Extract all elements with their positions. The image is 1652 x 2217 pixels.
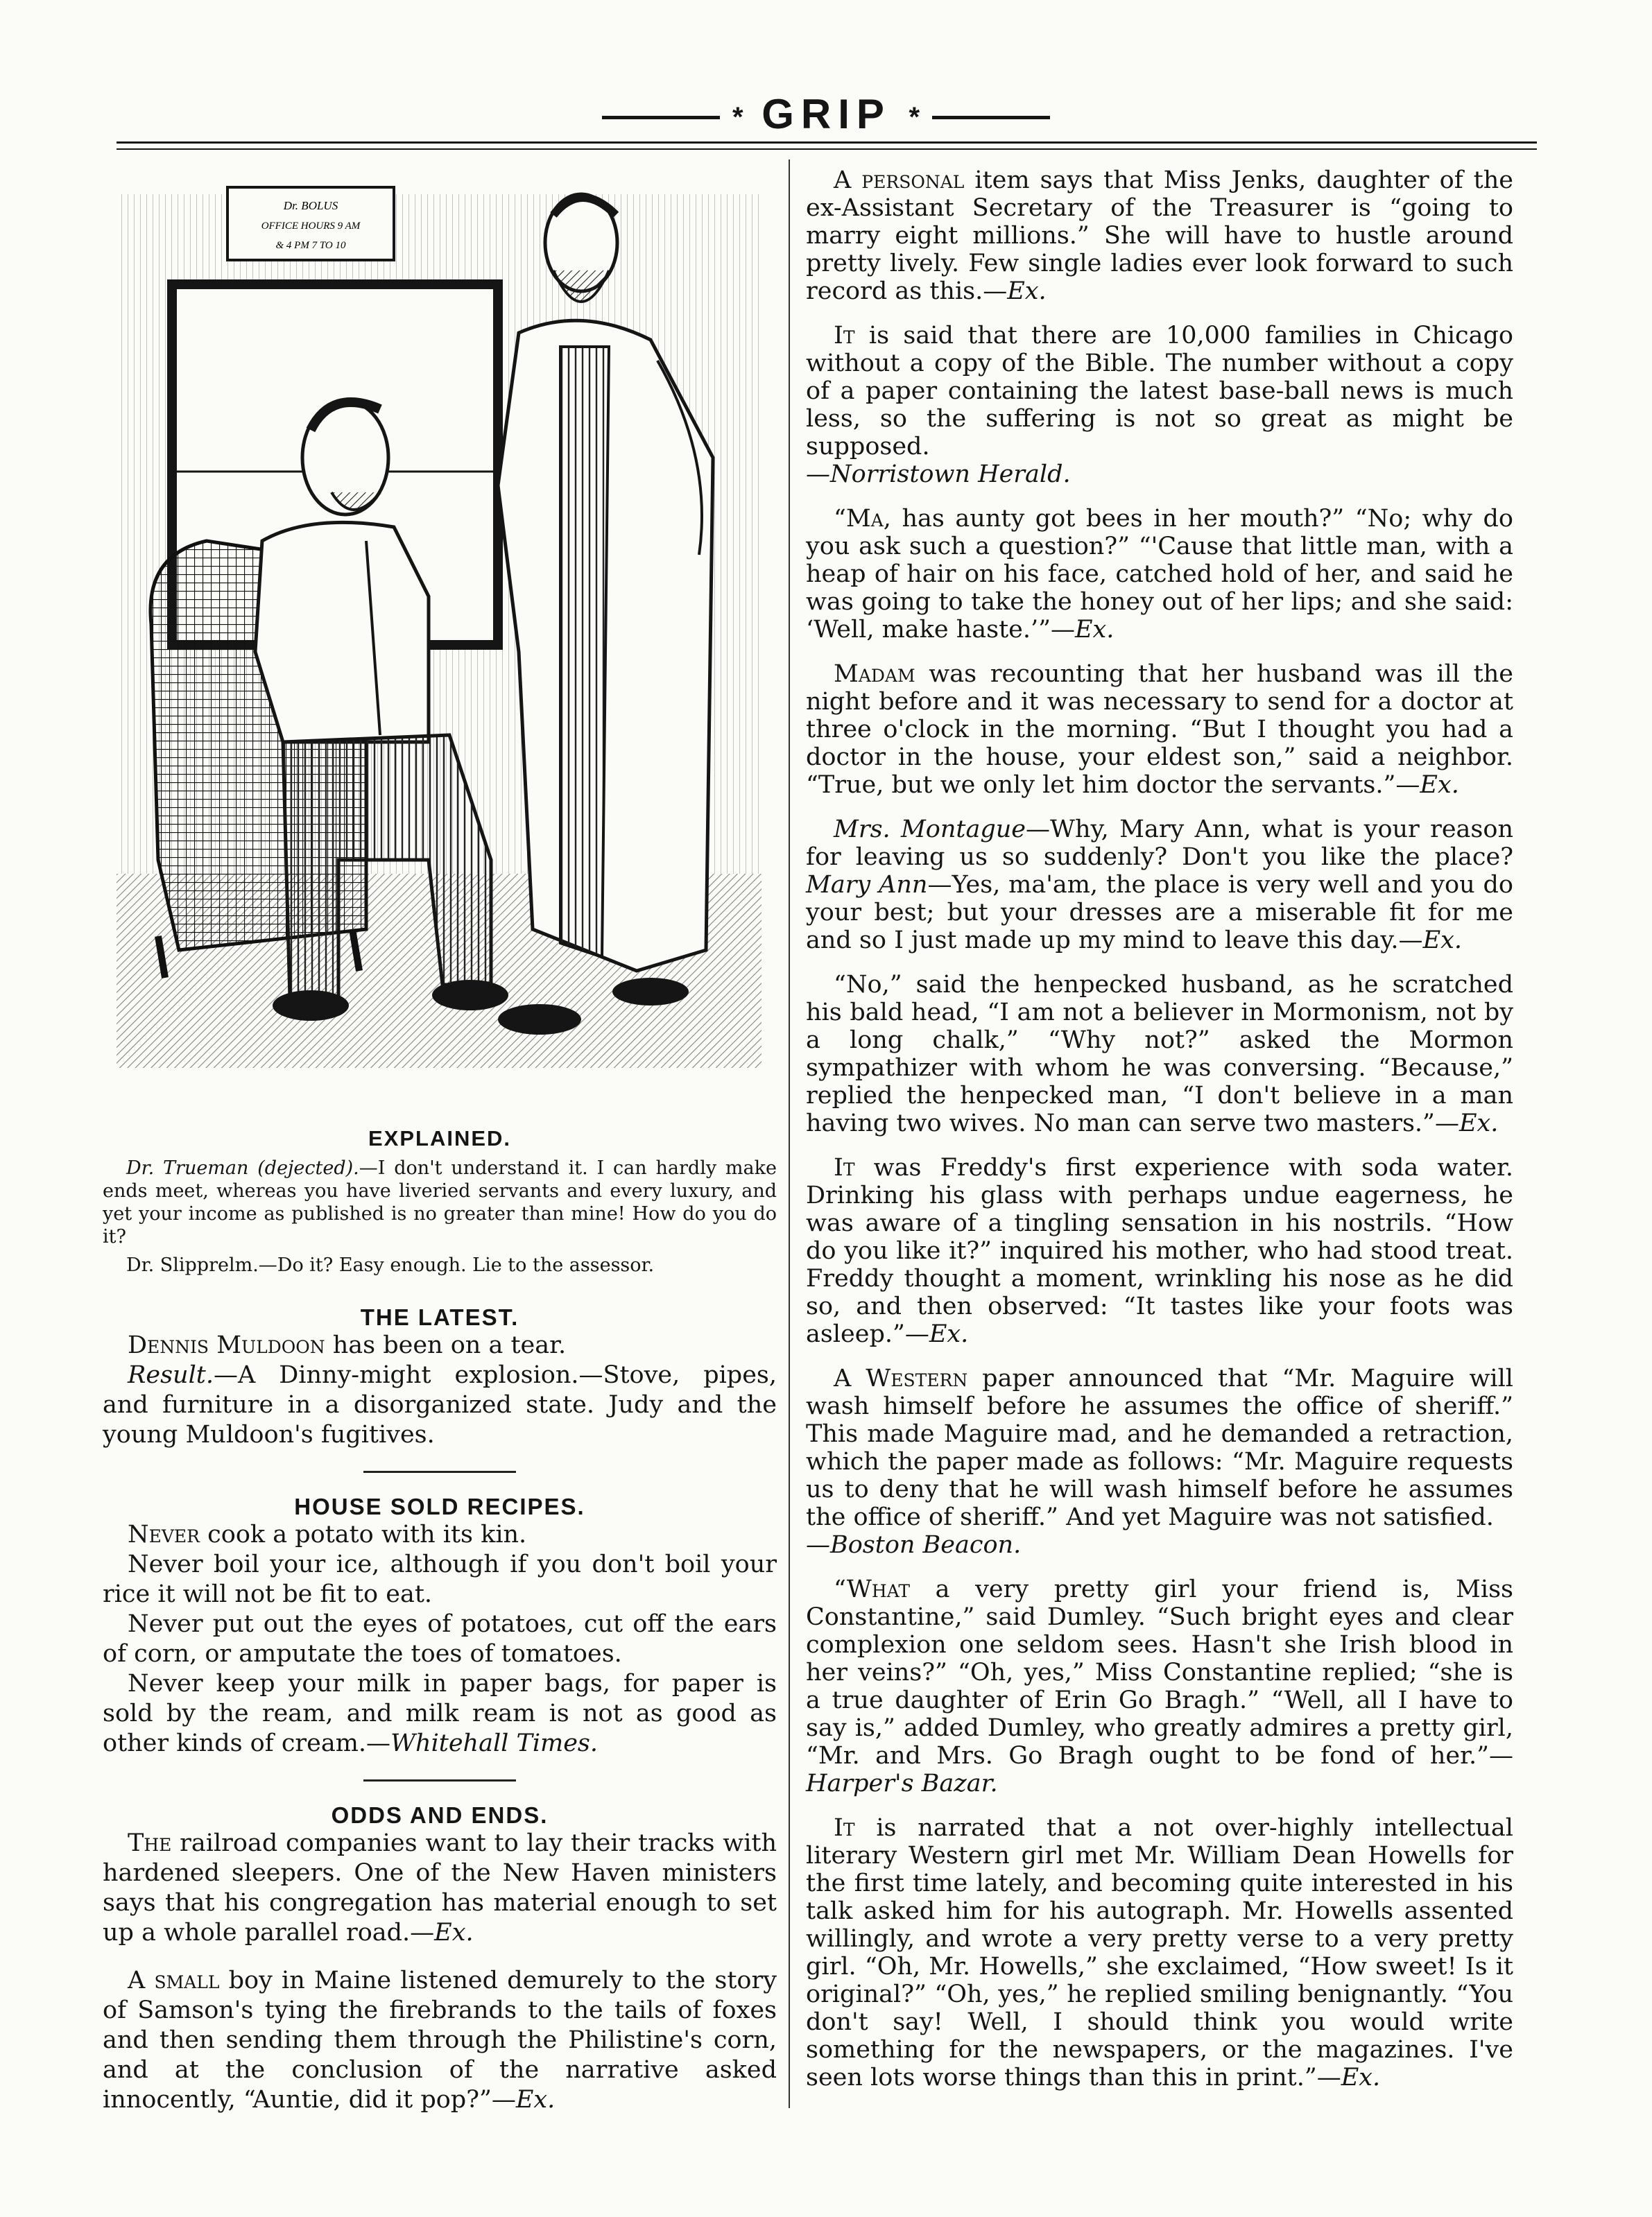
speaker-mrs-montague: Mrs. Montague [834, 816, 1026, 843]
caption-line-1: —I don't understand it. I can hardly make ends meet, whereas you have liveried servants and every luxury, and yet your income as published is no greater than mine! How do you do it? [103, 1157, 777, 1248]
recipes-paragraph-2: Never boil your ice, although if you don't boil your rice it will not be fit to eat. [103, 1551, 777, 1608]
sign-line-1: Dr. BOLUS [283, 199, 338, 212]
masthead-star-left: * [732, 102, 743, 133]
item-text: is narrated that a not over-highly intellectual literary Western girl met Mr. William Dean Howells for the first time lately, and becoming quite interested in his talk asked him for his autograph. Mr. Howells assented willingly, and wrote a very pretty verse to a very pretty girl. “Oh, Mr. Howells,” she exclaimed, “How sweet! Is it original?” “Oh, yes,” he replied smiling benignantly. “You don't say! Well, I should think you would write something for the newspapers, or the magazines. I've seen lots worse things than this in print.”— [806, 1814, 1513, 2091]
masthead-title: GRIP [762, 91, 890, 137]
speaker-slipprelm: Dr. Slipprelm. [126, 1254, 259, 1276]
item-lead: It [834, 322, 855, 350]
item-text: a very pretty girl your friend is, Miss Constantine,” said Dumley. “Such bright eyes and clear complexion one seldom sees. Hasn't she Irish blood in her veins?” “Oh, yes,” Miss Constantine replied; “she is a true daughter of Erin Go Bragh.” “Well, all I have to say is,” added Dumley, who greatly admires a pretty girl, “Mr. and Mrs. Go Bragh ought to be fond of her.”— [806, 1576, 1513, 1770]
odds-p1-lead: The [128, 1829, 172, 1857]
item-text: item says that Miss Jenks, daughter of the ex-Assistant Secretary of the Treasurer is “going to marry eight millions.” She will have to hustle around pretty lively. Few single ladies ever look forward to such record as this.— [806, 166, 1513, 305]
recipes-heading: HOUSE SOLD RECIPES. [294, 1494, 585, 1519]
sign-line-2: OFFICE HOURS 9 AM [261, 221, 361, 232]
item-source: Ex. [929, 1320, 969, 1348]
cartoon-caption-2 [103, 1254, 777, 1277]
item-text: —Why, Mary Ann, what is your reason for leaving us so suddenly? Don't you like the place? [806, 816, 1513, 871]
odds-paragraph-1 [103, 1829, 777, 1948]
odds-p1-source: Ex. [434, 1919, 474, 1947]
item-source: —Boston Beacon. [806, 1531, 1022, 1559]
odds-heading: ODDS AND ENDS. [331, 1802, 549, 1828]
item-source: Ex. [1422, 926, 1462, 954]
masthead-right-rule [932, 116, 1050, 119]
item-lead: A personal [834, 166, 965, 194]
item-lead: “No,” [834, 971, 902, 999]
item-freddy-soda [806, 1154, 1513, 1348]
cartoon-title: EXPLAINED. [368, 1126, 512, 1150]
column-divider [789, 159, 790, 2108]
item-source: Ex. [1420, 771, 1459, 799]
item-lead: A Western [834, 1365, 968, 1392]
cartoon-illustration [103, 166, 777, 1103]
recipes-paragraph-3: Never put out the eyes of potatoes, cut off the ears of corn, or amputate the toes of tomatoes. [103, 1610, 777, 1668]
section-divider [363, 1779, 516, 1782]
recipes-paragraph-1 [103, 1520, 777, 1550]
odds-paragraph-2 [103, 1966, 777, 2115]
right-column [806, 166, 1513, 2108]
recipes-source: Whitehall Times. [390, 1729, 598, 1757]
sign-line-3: & 4 PM 7 TO 10 [275, 240, 346, 251]
item-henpecked [806, 971, 1513, 1137]
masthead [0, 90, 1652, 141]
left-column [103, 166, 777, 2115]
latest-p1-text: has been on a tear. [325, 1331, 567, 1359]
cartoon-caption-1 [103, 1157, 777, 1248]
item-text: has aunty got bees in her mouth?” “No; why do you ask such a question?” “'Cause that little man, with a heap of hair on his face, catched hold of her, and said he was going to take the honey out of her lips; and she said: ‘Well, make haste.’”— [806, 505, 1513, 644]
item-text: is said that there are 10,000 families in Chicago without a copy of the Bible. The number without a copy of a paper containing the latest base-ball news is much less, so the suffering is not so great as might be supposed. [806, 322, 1513, 460]
item-text: said the henpecked husband, as he scratched his bald head, “I am not a believer in Mormonism, not by a long chalk,” “Why not?” asked the Mormon sympathizer with whom he was conversing. “Because,” replied the henpecked man, “I don't believe in a man having two wives. No man can serve two masters.”— [806, 971, 1513, 1137]
item-lead: Madam [834, 660, 915, 688]
latest-p2-text: —A Dinny-might explosion.—Stove, pipes, and furniture in a disorganized state. Judy and the young Muldoon's fugitives. [103, 1361, 777, 1449]
latest-lead: Dennis Muldoon [128, 1331, 325, 1359]
odds-p2-source: Ex. [515, 2086, 556, 2114]
caption-line-2: —Do it? Easy enough. Lie to the assessor. [258, 1254, 655, 1276]
item-source: Ex. [1459, 1110, 1499, 1137]
item-source: Ex. [1075, 616, 1115, 644]
speaker-trueman: Dr. Trueman (dejected). [126, 1157, 359, 1179]
speaker-mary-ann: Mary Ann [806, 871, 928, 899]
recipes-lead: Never [128, 1521, 200, 1549]
header-rule [117, 141, 1537, 144]
item-source: Harper's Bazar. [806, 1770, 998, 1797]
item-source: Ex. [1007, 277, 1047, 305]
odds-p1-text: railroad companies want to lay their tracks with hardened sleepers. One of the New Haven ministers says that his congregation has material enough to set up a whole parallel road.— [103, 1829, 777, 1947]
item-lead: It [834, 1154, 855, 1182]
odds-p2-lead: A small [128, 1967, 220, 1994]
item-lead: “Ma, [834, 505, 891, 533]
latest-paragraph-2 [103, 1361, 777, 1450]
latest-result-label: Result. [128, 1361, 214, 1389]
recipes-p1-text: cook a potato with its kin. [200, 1521, 527, 1549]
item-lead: It [834, 1814, 855, 1842]
item-maguire [806, 1365, 1513, 1559]
item-aunty-bees [806, 505, 1513, 644]
recipes-p4-text: Never keep your milk in paper bags, for paper is sold by the ream, and milk ream is not as good as other kinds of cream.— [103, 1670, 777, 1757]
masthead-star-right: * [909, 102, 920, 133]
odds-p2-text: boy in Maine listened demurely to the story of Samson's tying the firebrands to the tails of foxes and then sending them through the Philistine's corn, and at the conclusion of the narrative asked innocently, “Auntie, did it pop?”— [103, 1967, 777, 2114]
item-text: was recounting that her husband was ill the night before and it was necessary to send for a doctor at three o'clock in the morning. “But I thought you had a doctor in the house, your eldest son,” said a neighbor. “True, but we only let him doctor the servants.”— [806, 660, 1513, 799]
item-source: —Norristown Herald. [806, 460, 1071, 488]
masthead-left-rule [602, 116, 720, 119]
latest-paragraph-1 [103, 1331, 777, 1361]
item-mary-ann [806, 816, 1513, 954]
item-personal [806, 166, 1513, 305]
item-text-2: —Yes, ma'am, the place is very well and you do your best; but your dresses are a miserable fit for me and so I just made up my mind to leave this day.— [806, 871, 1513, 954]
item-howells [806, 1814, 1513, 2091]
office-hours-sign [227, 187, 394, 260]
item-chicago-bible [806, 322, 1513, 488]
item-lead: “What [834, 1576, 911, 1603]
latest-heading: THE LATEST. [360, 1304, 519, 1330]
item-pretty-girl [806, 1576, 1513, 1797]
item-source: Ex. [1341, 2064, 1381, 2091]
item-text: was Freddy's first experience with soda water. Drinking his glass with perhaps undue eagerness, he was aware of a tingling sensation in his nostrils. “How do you like it?” inquired his mother, who had stood treat. Freddy thought a moment, wrinkling his nose as he did so, and then observed: “It tastes like your foots was asleep.”— [806, 1154, 1513, 1348]
recipes-paragraph-4 [103, 1669, 777, 1759]
item-text: paper announced that “Mr. Maguire will wash himself before he assumes the office of sheriff.” This made Maguire mad, and he demanded a retraction, which the paper made as follows: “Mr. Maguire requests us to deny that he will wash himself before he assumes the office of sheriff.” And yet Maguire was not satisfied. [806, 1365, 1514, 1531]
item-madam-doctor [806, 660, 1513, 799]
header-rule-thin [117, 148, 1537, 150]
section-divider [363, 1471, 516, 1473]
